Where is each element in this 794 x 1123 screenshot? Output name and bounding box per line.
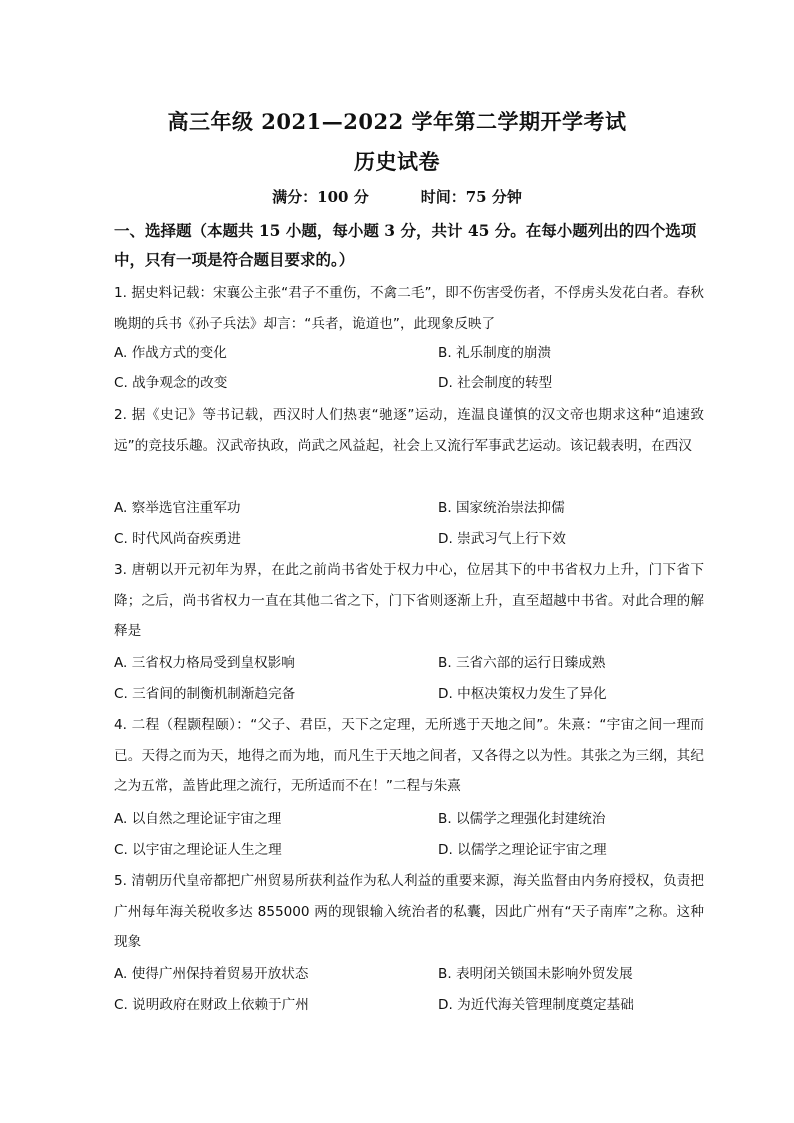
question-stem: 5. 清朝历代皇帝都把广州贸易所获利益作为私人利益的重要来源，海关监督由内务府授权，负责把广州每年海关税收多达 855000 两的现银输入统治者的私囊，因此广州有“天子南库”之称。这种现象 [114, 873, 704, 950]
option-row [114, 493, 704, 523]
option-d: D. 崇武习气上行下效 [438, 531, 566, 547]
option-row [114, 804, 704, 834]
option-a: A. 以自然之理论证宇宙之理 [114, 811, 282, 827]
exam-meta [0, 186, 794, 207]
option-d: D. 为近代海关管理制度奠定基础 [438, 997, 634, 1013]
option-a: A. 三省权力格局受到皇权影响 [114, 655, 295, 671]
option-d: D. 以儒学之理论证宇宙之理 [438, 842, 607, 858]
option-row [114, 959, 704, 989]
option-d: D. 社会制度的转型 [438, 375, 553, 391]
option-row [114, 679, 704, 709]
option-c: C. 时代风尚奋疾勇进 [114, 531, 241, 547]
option-d: D. 中枢决策权力发生了异化 [438, 686, 607, 702]
option-row [114, 835, 704, 865]
option-a: A. 作战方式的变化 [114, 345, 227, 361]
exam-time: 时间：75 分钟 [420, 188, 522, 206]
option-row [114, 990, 704, 1020]
option-row [114, 524, 704, 554]
question-stem: 1. 据史料记载：宋襄公主张“君子不重伤，不禽二毛”，即不伤害受伤者，不俘虏头发花白者。春秋晚期的兵书《孙子兵法》却言：“兵者，诡道也”，此现象反映了 [114, 285, 704, 332]
option-c: C. 战争观念的改变 [114, 375, 228, 391]
option-c: C. 说明政府在财政上依赖于广州 [114, 997, 309, 1013]
exam-title: 高三年级 2021—2022 学年第二学期开学考试 [167, 109, 627, 134]
question-stem: 3. 唐朝以开元初年为界，在此之前尚书省处于权力中心，位居其下的中书省权力上升，门下省下降；之后，尚书省权力一直在其他二省之下，门下省则逐渐上升，直至超越中书省。对此合理的解释是 [114, 562, 704, 639]
exam-subtitle: 历史试卷 [354, 149, 440, 174]
option-b: B. 国家统治崇法抑儒 [438, 500, 565, 516]
question-stem: 2. 据《史记》等书记载，西汉时人们热衷“驰逐”运动，连温良谨慎的汉文帝也期求这种“追速致远”的竞技乐趣。汉武帝执政，尚武之风益起，社会上又流行军事武艺运动。该记载表明，在西汉 [114, 407, 704, 454]
option-row [114, 368, 704, 398]
option-b: B. 礼乐制度的崩溃 [438, 345, 552, 361]
option-c: C. 三省间的制衡机制渐趋完备 [114, 686, 296, 702]
option-row [114, 338, 704, 368]
option-a: A. 使得广州保持着贸易开放状态 [114, 966, 309, 982]
option-a: A. 察举选官注重军功 [114, 500, 241, 516]
option-c: C. 以宇宙之理论证人生之理 [114, 842, 282, 858]
option-row [114, 648, 704, 678]
question-stem: 4. 二程（程颢程颐）：“父子、君臣，天下之定理，无所逃于天地之间”。朱熹：“宇宙之间一理而已。天得之而为天，地得之而为地，而凡生于天地之间者，又各得之以为性。其张之为三纲，其纪之为五常，盖皆此理之流行，无所适而不在！”二程与朱熹 [114, 717, 704, 794]
section-heading: 一、选择题（本题共 15 小题，每小题 3 分，共计 45 分。在每小题列出的四个选项中，只有一项是符合题目要求的。） [114, 221, 697, 269]
option-b: B. 三省六部的运行日臻成熟 [438, 655, 606, 671]
full-score: 满分：100 分 [272, 188, 369, 206]
option-b: B. 表明闭关锁国未影响外贸发展 [438, 966, 633, 982]
option-b: B. 以儒学之理强化封建统治 [438, 811, 606, 827]
